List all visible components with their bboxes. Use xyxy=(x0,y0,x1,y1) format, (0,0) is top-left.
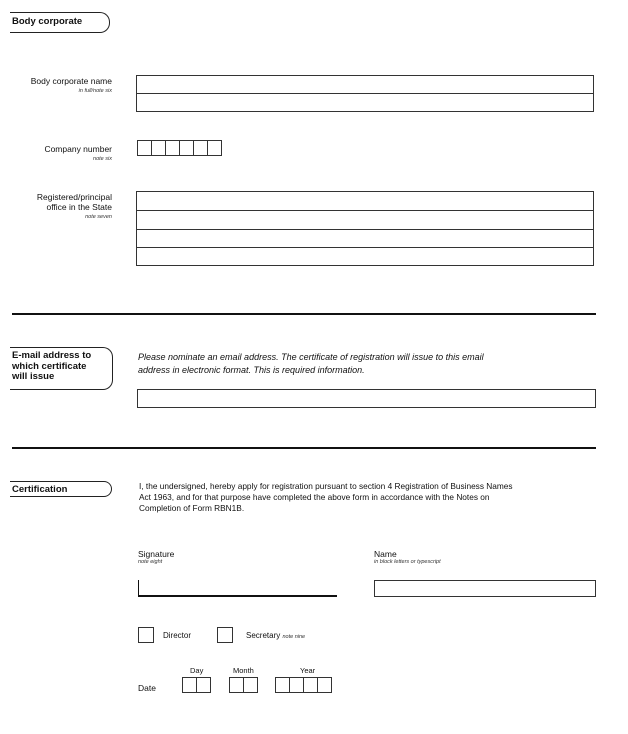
email-instruction: Please nominate an email address. The certificate of registration will issue to this email address in electronic format. This is required information. xyxy=(138,352,484,375)
body-corporate-name-field-line1[interactable] xyxy=(136,75,594,94)
company-number-field[interactable] xyxy=(137,140,221,156)
year-label: Year xyxy=(300,666,316,675)
signature-note: note eight xyxy=(138,559,163,565)
month-label: Month xyxy=(233,666,254,675)
date-month-cell[interactable] xyxy=(229,677,244,693)
signature-label: Signature note eight xyxy=(138,549,175,565)
date-month-field[interactable] xyxy=(229,677,257,693)
registered-office-field-line3[interactable] xyxy=(136,229,594,248)
section-tab-email: E-mail address to which certificate will issue xyxy=(10,347,113,390)
name-field[interactable] xyxy=(374,580,596,597)
date-year-cell[interactable] xyxy=(275,677,290,693)
registered-office-field-line4[interactable] xyxy=(136,247,594,266)
company-number-cell[interactable] xyxy=(179,140,194,156)
company-number-label: Company number note six xyxy=(44,144,112,162)
secretary-label: Secretary note nine xyxy=(246,631,306,640)
director-checkbox[interactable] xyxy=(138,627,154,643)
registered-office-label: Registered/principal office in the State note seven xyxy=(36,192,112,220)
registered-office-field-line2[interactable] xyxy=(136,210,594,230)
section-tab-label: Body corporate xyxy=(12,16,83,27)
date-year-cell[interactable] xyxy=(317,677,332,693)
company-number-cell[interactable] xyxy=(193,140,208,156)
section-divider xyxy=(12,313,596,315)
date-day-cell[interactable] xyxy=(196,677,211,693)
date-day-cell[interactable] xyxy=(182,677,197,693)
company-number-cell[interactable] xyxy=(151,140,166,156)
body-corporate-name-note: in full/note six xyxy=(78,88,112,94)
date-year-cell[interactable] xyxy=(303,677,318,693)
company-number-cell[interactable] xyxy=(207,140,222,156)
date-year-cell[interactable] xyxy=(289,677,304,693)
body-corporate-name-field-line2[interactable] xyxy=(136,93,594,112)
date-label: Date xyxy=(138,683,156,693)
email-field[interactable] xyxy=(137,389,596,408)
director-label: Director xyxy=(163,631,192,640)
registered-office-field-line1[interactable] xyxy=(136,191,594,211)
secretary-checkbox[interactable] xyxy=(217,627,233,643)
date-day-field[interactable] xyxy=(182,677,210,693)
name-label: Name in block letters or typescript xyxy=(374,549,441,565)
registered-office-note: note seven xyxy=(85,214,112,220)
certification-text: I, the undersigned, hereby apply for registration pursuant to section 4 Registration of Business Names Act 1963, and for that purpose have completed the above form in accordance with the Notes on Completion of Form RBN1B. xyxy=(139,481,513,513)
company-number-cell[interactable] xyxy=(165,140,180,156)
day-label: Day xyxy=(190,666,204,675)
body-corporate-name-label: Body corporate name in full/note six xyxy=(30,76,112,94)
name-note: in block letters or typescript xyxy=(374,559,441,565)
date-month-cell[interactable] xyxy=(243,677,258,693)
section-tab-certification: Certification xyxy=(10,481,112,497)
secretary-note: note nine xyxy=(282,634,306,640)
company-number-note: note six xyxy=(93,156,112,162)
section-divider xyxy=(12,447,596,449)
company-number-cell[interactable] xyxy=(137,140,152,156)
section-tab-body-corporate xyxy=(10,12,110,33)
signature-field[interactable] xyxy=(138,580,337,597)
date-year-field[interactable] xyxy=(275,677,331,693)
